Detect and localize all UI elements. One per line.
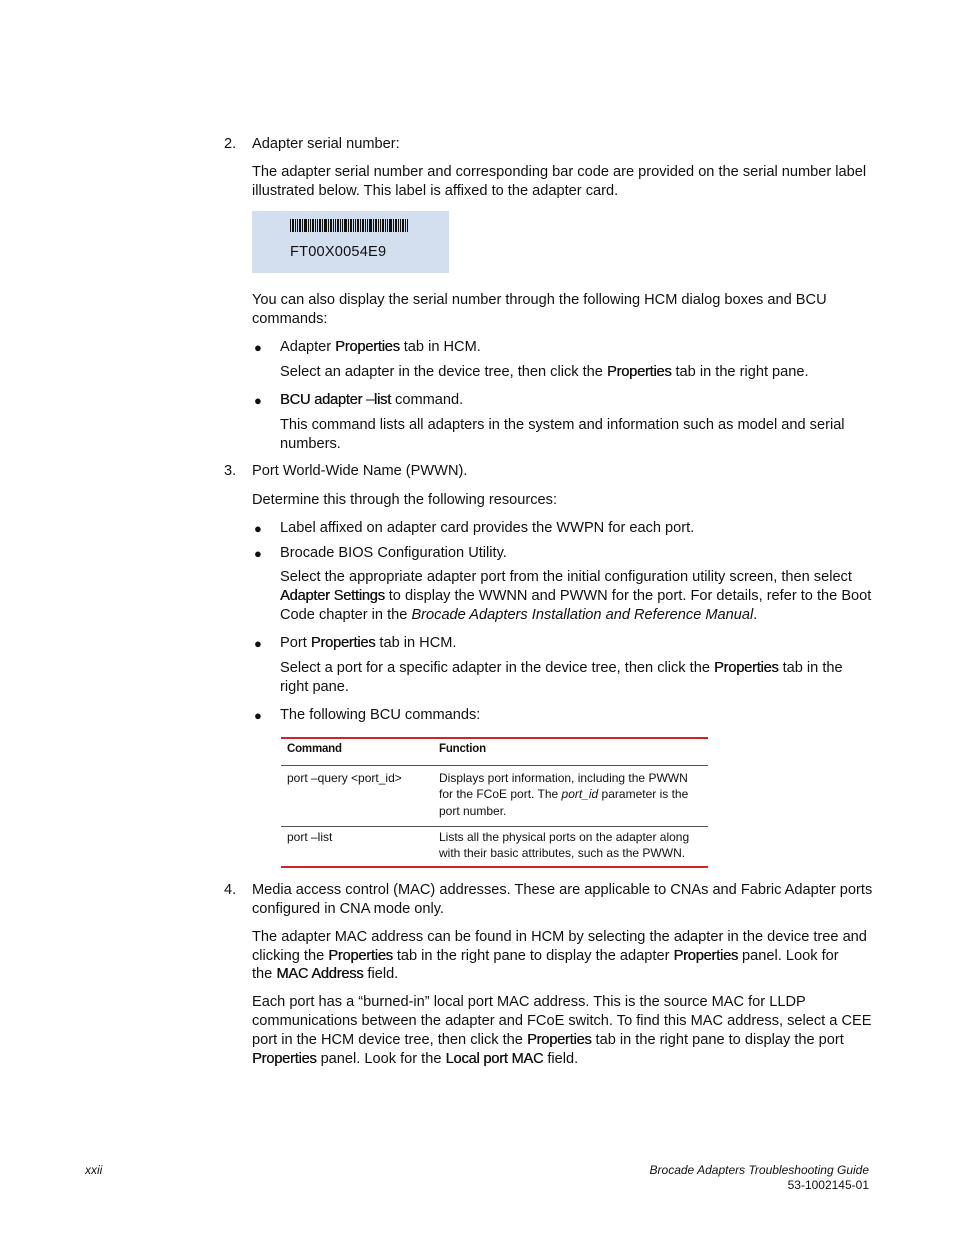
bullet-icon: ●: [254, 546, 262, 561]
footer-doc-title: Brocade Adapters Troubleshooting Guide: [649, 1163, 869, 1177]
table-row-function-line1: Lists all the physical ports on the adapter along: [439, 830, 690, 844]
bullet-icon: ●: [254, 393, 262, 408]
table-header-command: Command: [287, 743, 342, 755]
table-header-rule: [281, 765, 708, 766]
serial-number-text: FT00X0054E9: [290, 244, 387, 260]
item2-intro: The adapter serial number and corresponding bar code are provided on the serial number label illustrated below. This label is affixed to the adapter card.: [252, 164, 867, 199]
bullet-icon: ●: [254, 708, 262, 723]
table-bottom-rule: [281, 866, 708, 868]
item2-heading: Adapter serial number:: [252, 136, 400, 152]
bullet-adapter-properties: Adapter Properties tab in HCM.: [280, 339, 481, 355]
mac-para1-line1: The adapter MAC address can be found in HCM by selecting the adapter in the device tree and: [252, 929, 867, 945]
bullet-icon: ●: [254, 340, 262, 355]
page-number: xxii: [85, 1163, 103, 1177]
bios-desc-line2: Adapter Settings to display the WWNN and PWWN for the port. For details, refer to the Boot: [280, 588, 872, 604]
bullet-adapter-properties-desc: Select an adapter in the device tree, then click the Properties tab in the right pane.: [280, 364, 809, 380]
bullet-bios-utility: Brocade BIOS Configuration Utility.: [280, 545, 507, 561]
item3-intro: Determine this through the following resources:: [252, 492, 558, 508]
bullet-icon: ●: [254, 636, 262, 651]
list-number-2: 2.: [224, 136, 237, 152]
mac-para2-line4: Properties panel. Look for the Local port MAC field.: [252, 1051, 579, 1067]
table-row-function-line1: Displays port information, including the PWWN: [439, 771, 688, 785]
mac-para1-line3: the MAC Address field.: [252, 966, 399, 982]
bios-desc-line1: Select the appropriate adapter port from the initial configuration utility screen, then select: [280, 569, 852, 585]
table-row-command: port –list: [287, 830, 333, 844]
list-number-3: 3.: [224, 463, 237, 479]
item2-also: You can also display the serial number through the following HCM dialog boxes and BCU commands:: [252, 292, 827, 327]
bullet-icon: ●: [254, 521, 262, 536]
bullet-bcu-adapter-list-desc: This command lists all adapters in the system and information such as model and serial numbers.: [280, 417, 845, 452]
item4-heading-line1: Media access control (MAC) addresses. These are applicable to CNAs and Fabric Adapter ports: [252, 882, 873, 898]
table-row-rule: [281, 826, 708, 827]
bullet-label-affixed: Label affixed on adapter card provides the WWPN for each port.: [280, 520, 695, 536]
port-properties-desc-line2: right pane.: [280, 679, 349, 695]
port-properties-desc-line1: Select a port for a specific adapter in the device tree, then click the Properties tab in the: [280, 660, 843, 676]
item4-heading-line2: configured in CNA mode only.: [252, 901, 444, 917]
item3-heading: Port World-Wide Name (PWWN).: [252, 463, 468, 479]
mac-para2-line2: communications between the adapter and FCoE switch. To find this MAC address, select a CEE: [252, 1013, 872, 1029]
bullet-bcu-commands: The following BCU commands:: [280, 707, 481, 723]
table-row-function-line2: with their basic attributes, such as the PWWN.: [439, 846, 686, 860]
mac-para2-line3: port in the HCM device tree, then click the Properties tab in the right pane to display the port: [252, 1032, 844, 1048]
bullet-bcu-adapter-list: BCU adapter –list command.: [280, 392, 464, 408]
barcode-image: [290, 219, 408, 232]
list-number-4: 4.: [224, 882, 237, 898]
mac-para1-line2: clicking the Properties tab in the right pane to display the adapter Properties panel. Look for: [252, 948, 839, 964]
bullet-port-properties: Port Properties tab in HCM.: [280, 635, 457, 651]
footer-doc-number: 53-1002145-01: [787, 1178, 869, 1192]
serial-number-label: [252, 211, 449, 273]
table-row-function-line3: port number.: [439, 804, 507, 818]
table-row-command: port –query <port_id>: [287, 771, 402, 785]
table-top-rule: [281, 737, 708, 739]
table-header-function: Function: [439, 743, 486, 755]
bios-desc-line3: Code chapter in the Brocade Adapters Installation and Reference Manual.: [280, 607, 758, 623]
table-row-function-line2: for the FCoE port. The port_id parameter is the: [439, 787, 689, 801]
mac-para2-line1: Each port has a “burned-in” local port MAC address. This is the source MAC for LLDP: [252, 994, 806, 1010]
